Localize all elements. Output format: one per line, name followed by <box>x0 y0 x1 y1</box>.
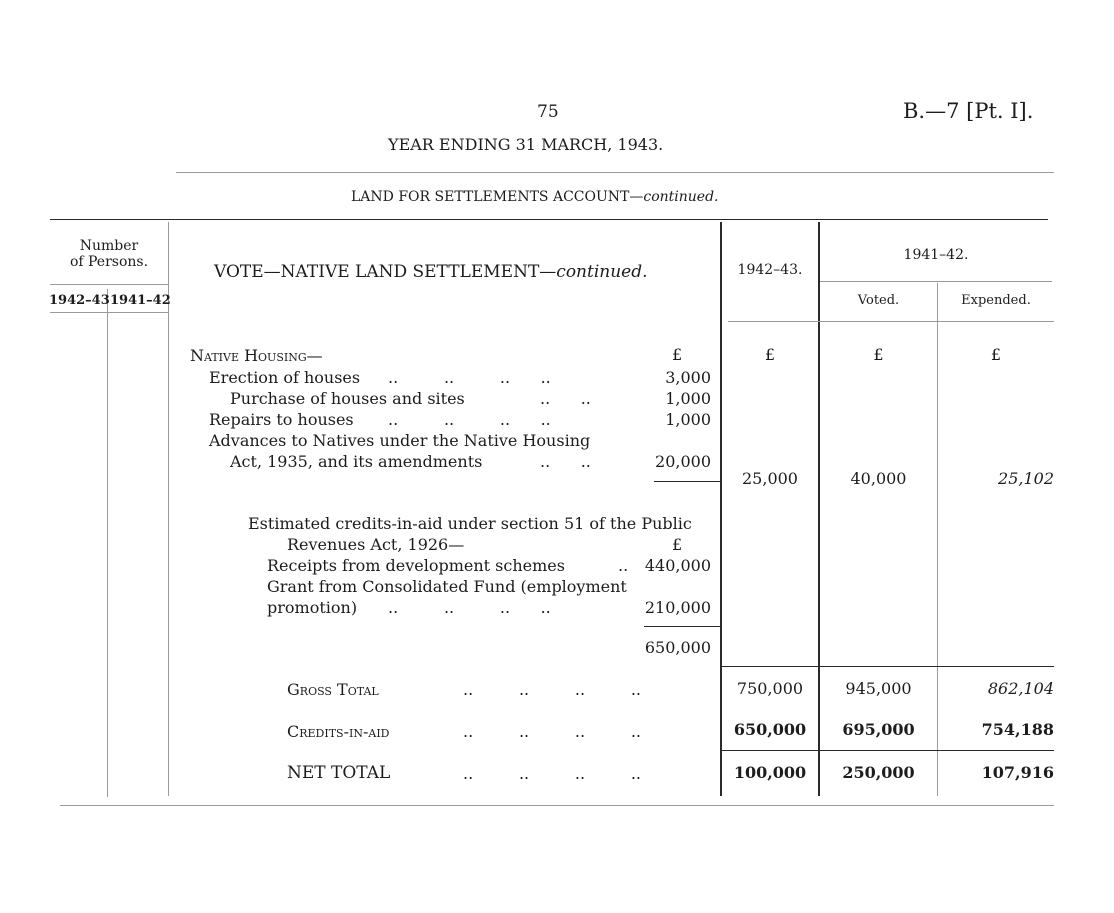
subtotal-voted: 40,000 <box>850 469 907 488</box>
item-amount-erection: 3,000 <box>665 368 711 387</box>
item-dots-erection: .. .. .. .. <box>388 368 551 387</box>
subtotal-1942: 25,000 <box>742 469 798 488</box>
credits-currency: £ <box>672 535 683 554</box>
credits-intro-line-2: Revenues Act, 1926— <box>287 535 465 554</box>
net-total-rule <box>722 750 1054 751</box>
col-1941-header: 1941–42. <box>903 247 969 263</box>
gross-total-expended: 862,104 <box>987 679 1054 698</box>
credits-dots-receipts: .. <box>618 556 629 575</box>
credits-total: 650,000 <box>644 638 711 657</box>
col-1942-left-rule <box>720 222 722 796</box>
credits-amount-promotion: 210,000 <box>644 598 711 617</box>
credits-in-aid-voted: 695,000 <box>842 720 915 739</box>
col-expended-header: Expended. <box>961 293 1031 308</box>
col-1941-head-rule <box>820 281 1052 282</box>
item-amount-purchase: 1,000 <box>665 389 711 408</box>
item-label-advances: Advances to Natives under the Native Housing <box>209 431 591 450</box>
credits-in-aid-expended: 754,188 <box>981 720 1054 739</box>
credits-dots-promotion: .. .. .. .. <box>388 598 551 617</box>
account-title: LAND FOR SETTLEMENTS ACCOUNT—continued. <box>351 189 719 205</box>
subtotal-rule <box>654 481 720 482</box>
col-1941-left-rule <box>818 222 820 796</box>
persons-head-rule-1 <box>50 284 168 285</box>
currency-sub: £ <box>672 345 683 364</box>
net-total-dots: .. .. .. .. <box>463 764 642 783</box>
credits-amount-receipts: 440,000 <box>644 556 711 575</box>
credits-label-receipts: Receipts from development schemes <box>267 556 565 575</box>
currency-expended: £ <box>990 345 1002 364</box>
currency-1942: £ <box>764 345 776 364</box>
persons-col-1941: 1941–42 <box>110 293 171 308</box>
item-dots-purchase: .. .. <box>540 389 591 408</box>
item-amount-repairs: 1,000 <box>665 410 711 429</box>
net-total-label: NET TOTAL <box>287 763 391 783</box>
credits-label-grant: Grant from Consolidated Fund (employment <box>267 577 627 596</box>
credits-in-aid-label: Credits-in-aid <box>287 722 390 741</box>
credits-intro-line-1: Estimated credits-in-aid under section 51 of the Public <box>248 514 692 533</box>
item-label-repairs: Repairs to houses <box>209 410 354 429</box>
net-total-voted: 250,000 <box>842 763 915 782</box>
persons-col-divider <box>168 222 169 796</box>
amount-head-rule <box>728 321 1054 322</box>
gross-total-voted: 945,000 <box>845 679 912 698</box>
header-rule <box>176 172 1054 173</box>
table-top-rule <box>50 219 1048 220</box>
document-reference: B.—7 [Pt. I]. <box>903 99 1034 123</box>
net-total-expended: 107,916 <box>981 763 1054 782</box>
col-voted-header: Voted. <box>857 293 900 308</box>
gross-total-label: Gross Total <box>287 680 379 699</box>
currency-voted: £ <box>873 345 884 364</box>
section-heading: Native Housing— <box>190 346 323 365</box>
item-label-erection: Erection of houses <box>209 368 361 387</box>
item-label-purchase: Purchase of houses and sites <box>230 389 465 408</box>
persons-label: Number of Persons. <box>69 238 149 270</box>
year-title: YEAR ENDING 31 MARCH, 1943. <box>388 135 664 154</box>
persons-col-1942: 1942–43 <box>49 293 110 308</box>
col-1942-header: 1942–43. <box>737 262 803 278</box>
credits-label-promotion: promotion) <box>267 598 358 617</box>
page-number: 75 <box>537 102 559 122</box>
gross-total-dots: .. .. .. .. <box>463 680 642 699</box>
credits-rule <box>644 626 720 627</box>
item-amount-act: 20,000 <box>655 452 711 471</box>
item-dots-repairs: .. .. .. .. <box>388 410 551 429</box>
subtotal-expended: 25,102 <box>998 469 1054 488</box>
item-dots-act: .. .. <box>540 452 591 471</box>
persons-inner-divider <box>107 289 108 797</box>
gross-total-1942: 750,000 <box>736 679 804 698</box>
vote-title: VOTE—NATIVE LAND SETTLEMENT—continued. <box>214 262 648 282</box>
persons-head-rule-2 <box>50 312 168 313</box>
gross-total-rule <box>722 666 1054 667</box>
credits-in-aid-1942: 650,000 <box>733 720 807 739</box>
item-label-act: Act, 1935, and its amendments <box>230 452 483 471</box>
credits-in-aid-dots: .. .. .. .. <box>463 722 642 741</box>
net-total-1942: 100,000 <box>733 763 807 782</box>
table-bottom-rule <box>60 805 1054 806</box>
